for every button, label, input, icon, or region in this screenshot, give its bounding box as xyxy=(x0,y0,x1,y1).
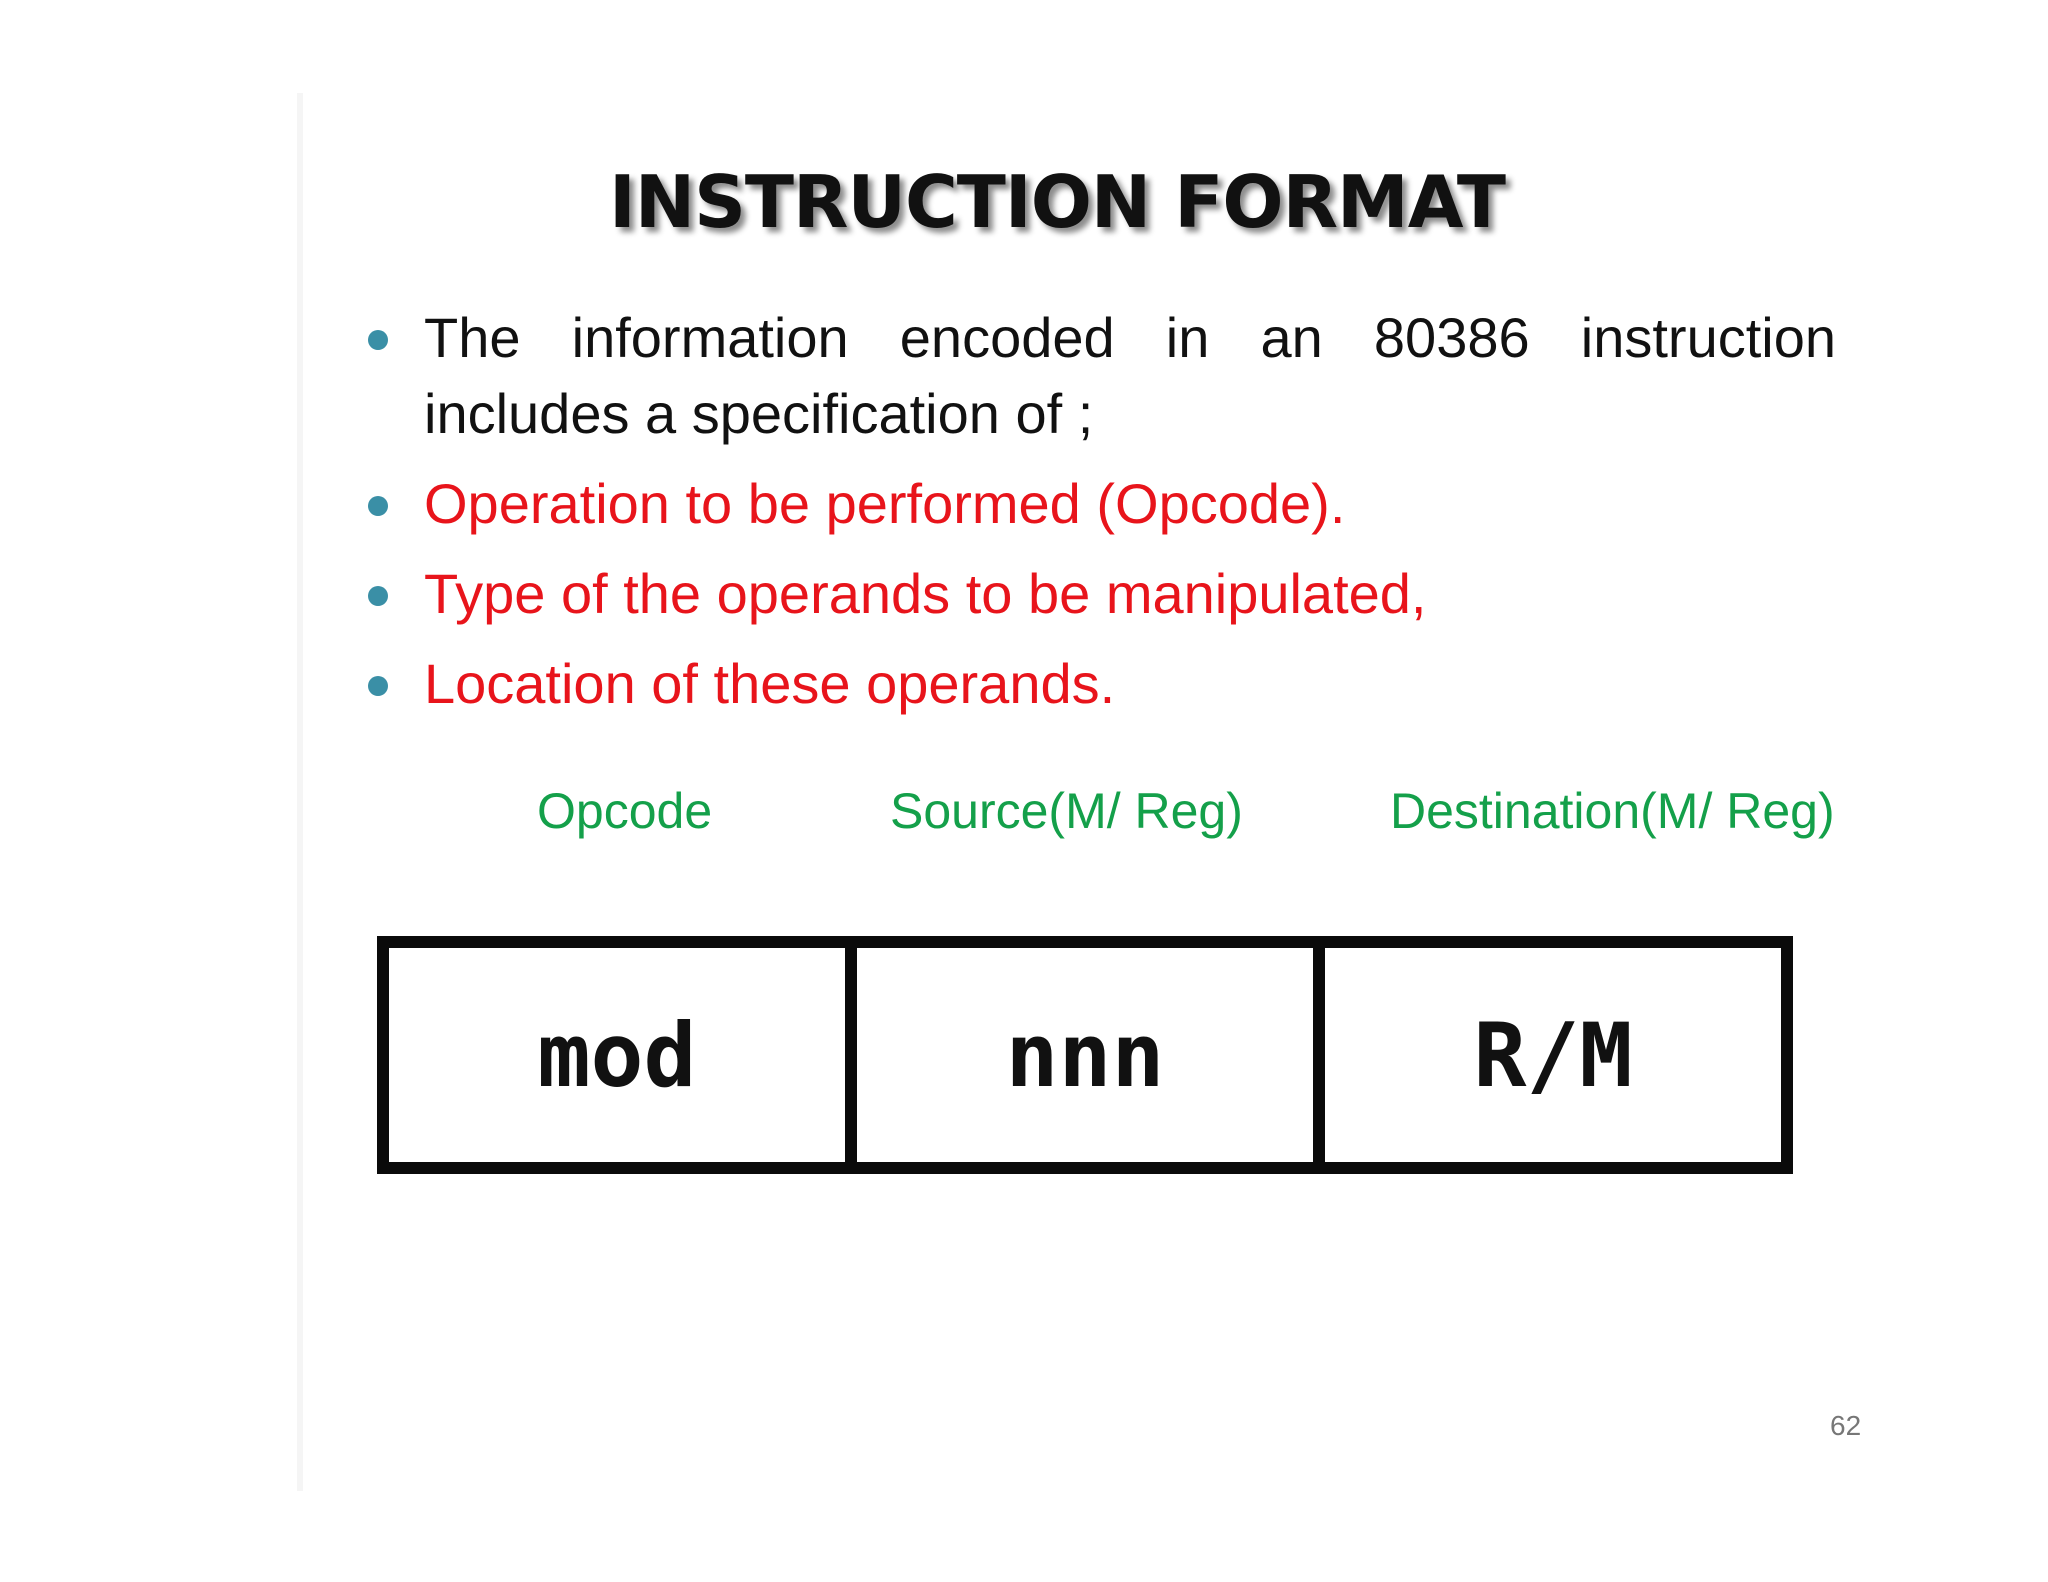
source-label: Source(M/ Reg) xyxy=(890,783,1243,839)
bullet-dot-icon xyxy=(368,676,388,696)
bullet-dot-icon xyxy=(368,586,388,606)
bullet-list xyxy=(360,300,1836,722)
instruction-format-diagram xyxy=(377,936,1793,1174)
slide-title: INSTRUCTION FORMAT xyxy=(609,160,1505,244)
rm-field: R/M xyxy=(1313,948,1781,1162)
slide-left-rule xyxy=(297,93,303,1491)
destination-label: Destination(M/ Reg) xyxy=(1390,783,1835,839)
bullet-text: Type of the operands to be manipulated, xyxy=(424,562,1427,625)
bullet-dot-icon xyxy=(368,330,388,350)
bullet-text: Operation to be performed (Opcode). xyxy=(424,472,1346,535)
bullet-text: The information encoded in an 80386 instruction includes a specification of ; xyxy=(424,306,1836,445)
bullet-item xyxy=(360,556,1836,632)
opcode-label: Opcode xyxy=(537,783,713,839)
bullet-item xyxy=(360,300,1836,452)
mod-field: mod xyxy=(537,1003,697,1107)
bullet-dot-icon xyxy=(368,496,388,516)
bullet-text: Location of these operands. xyxy=(424,652,1116,715)
bullet-item xyxy=(360,466,1836,542)
nnn-field: nnn xyxy=(845,948,1313,1162)
bullet-item xyxy=(360,646,1836,722)
page-number: 62 xyxy=(1830,1410,1862,1441)
